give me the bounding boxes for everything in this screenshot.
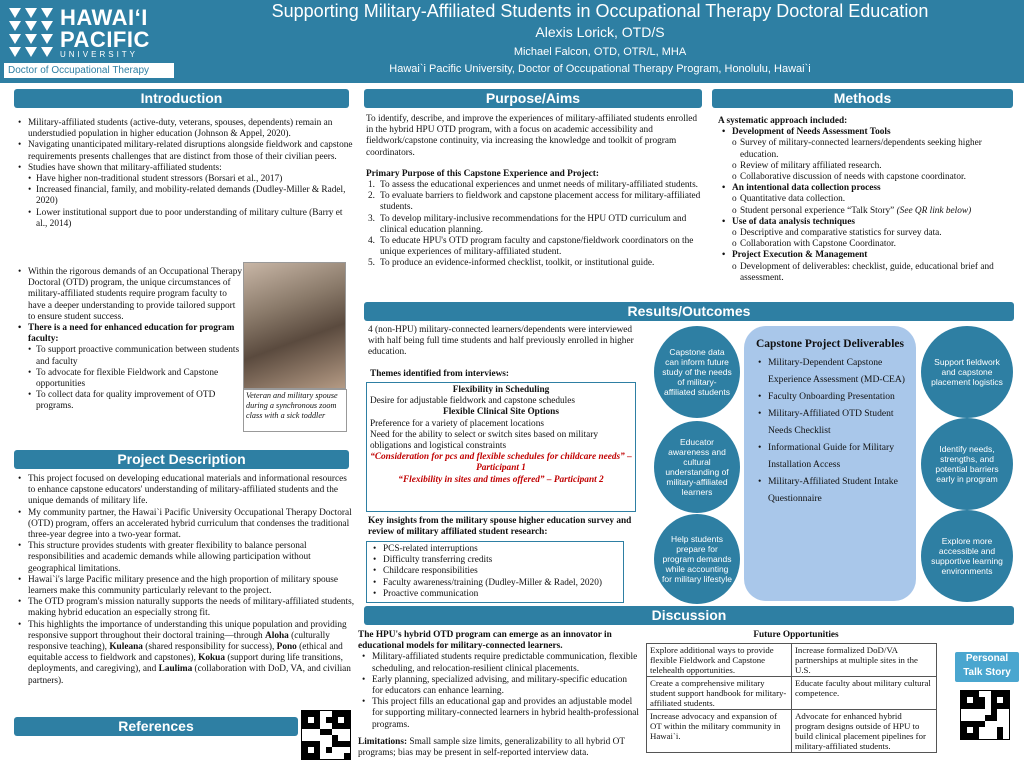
future-heading: Future Opportunities (753, 630, 839, 640)
list-item: • My community partner, the Hawai`i Pacific University Occupational Therapy Doctoral (OTD) program, offers an accelerated hybrid curriculum that condenses the traditional three-year degree into a two-year format. (14, 508, 356, 542)
list-item: • To collect data for quality improvement of OTD programs. (14, 390, 242, 412)
list-item: • Studies have shown that military-affiliated students: (14, 163, 356, 174)
quote-participant-1: “Consideration for pcs and flexible schedules for childcare needs” – Participant 1 (370, 452, 632, 474)
insight-item: • PCS-related interruptions (369, 544, 621, 555)
table-cell: Increase advocacy and expansion of OT within the military community in Hawai`i. (647, 710, 792, 753)
introduction-section (14, 118, 356, 230)
poster-affiliation: Hawai`i Pacific University, Doctor of Occupational Therapy Program, Honolulu, Hawai`i (389, 63, 811, 75)
references-heading: References (14, 717, 298, 736)
quote-participant-2: “Flexibility in sites and times offered” – Participant 2 (398, 474, 604, 485)
list-item: • This structure provides students with greater flexibility to balance personal responsibilities and academic demands while allowing participation without geographical limitations. (14, 541, 356, 575)
list-item: o Quantitative data collection. (718, 194, 1018, 205)
list-item: • An intentional data collection process (718, 183, 1018, 194)
list-item: • There is a need for enhanced education for program faculty: (14, 323, 242, 345)
theme-2-desc-2: Need for the ability to select or switch sites based on military obligations and logistical constraints (370, 429, 598, 452)
poster-author: Alexis Lorick, OTD/S (535, 24, 665, 40)
list-item: • Early planning, specialized advising, and military-specific education for educators can enhance learning. (358, 675, 640, 697)
list-item: • Military-affiliated students (active-duty, veterans, spouses, dependents) remain an understudied population in higher education (Johnson & Appel, 2020). (14, 118, 356, 140)
logo-text-program: Doctor of Occupational Therapy (4, 63, 174, 78)
list-item: • Lower institutional support due to poor understanding of military culture (Barry et al., 2014) (14, 208, 356, 230)
project-description-heading: Project Description (14, 450, 349, 469)
list-item: • Development of Needs Assessment Tools (718, 127, 1018, 138)
discussion-lead: The HPU's hybrid OTD program can emerge as an innovator in educational models for military-connected learners. (358, 630, 612, 652)
methods-heading: Methods (712, 89, 1013, 108)
logo-text-university: UNIVERSITY (60, 50, 139, 59)
insight-item: • Faculty awareness/training (Dudley-Miller & Radel, 2020) (369, 578, 621, 589)
results-heading: Results/Outcomes (364, 302, 1014, 321)
list-item: • Hawai`i's large Pacific military presence and the high proportion of military spouse learners make this community particularly relevant to the project. (14, 575, 356, 597)
future-opportunities-table (646, 643, 937, 753)
deliverables-heading: Capstone Project Deliverables (756, 338, 904, 350)
themes-heading: Themes identified from interviews: (370, 369, 509, 379)
project-description-section (14, 474, 356, 687)
outcome-circle-left-1: Capstone data can inform future study of the needs of military-affiliated students (654, 326, 740, 418)
list-item: • The OTD program's mission naturally supports the needs of military-affiliated students, making hybrid education an especially strong fit. (14, 597, 356, 619)
insight-item: • Proactive communication (369, 589, 621, 600)
list-item: • Navigating unanticipated military-related disruptions alongside fieldwork and capstone requirements presents challenges that are distinct from those of their civilian peers. (14, 140, 356, 162)
table-cell: Advocate for enhanced hybrid program designs outside of HPU to build clinical placement pipelines for military-affiliated students. (792, 710, 937, 753)
student-photo (243, 262, 346, 389)
purpose-item: 5. To produce an evidence-informed checklist, toolkit, or institutional guide. (368, 258, 655, 269)
table-cell: Educate faculty about military cultural competence. (792, 677, 937, 710)
list-item: • To support proactive communication between students and faculty (14, 345, 242, 367)
deliverables-panel (744, 326, 916, 601)
insight-item: • Difficulty transferring credits (369, 555, 621, 566)
deliverable-item: • Military-Affiliated OTD Student Needs Checklist (754, 405, 906, 439)
discussion-section (358, 630, 640, 759)
introduction-heading: Introduction (14, 89, 349, 108)
photo-caption: Veteran and military spouse during a synchronous zoom class with a sick toddler (243, 389, 347, 432)
list-item: o Descriptive and comparative statistics for survey data. (718, 228, 1018, 239)
list-item: o Collaboration with Capstone Coordinator. (718, 239, 1018, 250)
outcome-circle-right-2: Identify needs, strengths, and potential barriers early in program (921, 418, 1013, 510)
list-item: o Survey of military-connected learners/dependents seeking higher education. (718, 138, 1018, 160)
deliverable-item: • Informational Guide for Military Installation Access (754, 439, 906, 473)
list-item: • This project fills an educational gap and provides an adjustable model for supporting military-connected learners in hybrid health-professional programs. (358, 697, 640, 731)
logo-text-hawaii: HAWAI‘I (60, 5, 148, 30)
table-cell: Create a comprehensive military student support handbook for military-affiliated students. (647, 677, 792, 710)
purpose-item: 3. To develop military-inclusive recommendations for the HPU OTD curriculum and clinical education planning. (368, 213, 687, 235)
poster-title: Supporting Military-Affiliated Students in Occupational Therapy Doctoral Education (271, 1, 929, 21)
outcome-circle-left-3: Help students prepare for program demands while accounting for military lifestyle (654, 514, 740, 604)
purpose-item: 1. To assess the educational experiences and unmet needs of military-affiliated students. (368, 180, 699, 191)
outcome-circle-left-2: Educator awareness and cultural understanding of military-affiliated learners (654, 421, 740, 513)
theme-2-desc-1: Preference for a variety of placement locations (370, 418, 544, 429)
purpose-item: 4. To educate HPU's OTD program faculty and capstone/fieldwork coordinators on the unique experiences of military-affiliated student. (368, 236, 694, 258)
qr-code-icon (302, 711, 350, 759)
list-item: • Military-affiliated students require predictable communication, flexible scheduling, and relocation-resilient clinical placements. (358, 652, 640, 674)
table-cell: Increase formalized DoD/VA partnerships at multiple sites in the U.S. (792, 644, 937, 677)
references-qr-code[interactable] (301, 710, 351, 760)
outcome-circle-right-3: Explore more accessible and supportive learning environments (921, 510, 1013, 602)
purpose-section (366, 114, 704, 270)
themes-box (366, 382, 636, 512)
deliverables-list (754, 354, 906, 507)
theme-1-title: Flexibility in Scheduling (452, 385, 550, 395)
list-item: o Development of deliverables: checklist, guide, educational brief and assessment. (718, 262, 1018, 284)
qr-code-icon (961, 691, 1009, 739)
list-item: • Use of data analysis techniques (718, 217, 1018, 228)
limitations: Limitations: Small sample size limits, generalizability to all hybrid OT programs; bias may be present in self-reported interview data. (358, 736, 625, 759)
list-item: • Within the rigorous demands of an Occupational Therapy Doctoral (OTD) program, the unique circumstances of military-affiliated students require program faculty to have a deeper understanding to provide tailored support to ensure student success. (14, 267, 242, 323)
list-item: • Increased financial, family, and mobility-related demands (Dudley-Miller & Radel, 2020) (14, 185, 356, 207)
table-row (647, 644, 937, 677)
table-row (647, 677, 937, 710)
methods-lead: A systematic approach included: (718, 116, 848, 126)
poster-coauthor: Michael Falcon, OTD, OTR/L, MHA (513, 46, 687, 58)
list-item: o Collaborative discussion of needs with capstone coordinator. (718, 172, 1018, 183)
purpose-item: 2. To evaluate barriers to fieldwork and capstone placement access for military-affiliated students. (368, 191, 701, 213)
list-item: • This highlights the importance of understanding this unique population and providing responsive support throughout their doctoral training—through Aloha (culturally responsive teaching), Kuleana (shared responsibility for success), Pono (ethical and equitable access to fieldwork and capstones), Kokua (support during life transitions, deployments, and caregiving), and Laulima (collaboration with DoD, VA, and civilian partners). (14, 620, 356, 687)
talk-story-label[interactable]: Personal Talk Story (955, 652, 1019, 682)
purpose-subhead: Primary Purpose of this Capstone Experience and Project: (366, 168, 599, 179)
university-logo (4, 3, 172, 79)
logo-text-pacific: PACIFIC (60, 27, 150, 52)
purpose-intro: To identify, describe, and improve the experiences of military-affiliated students enrolled in the hybrid HPU OTD program, with a focus on academic accessibility and fieldwork/capstone continuity, via increasing the knowledge and toolkit of program coordinators. (366, 114, 698, 158)
insights-box (366, 541, 624, 603)
discussion-heading: Discussion (364, 606, 1014, 625)
table-cell: Explore additional ways to provide flexible Fieldwork and Capstone telehealth opportunities. (647, 644, 792, 677)
introduction-section-2 (14, 267, 242, 413)
insights-list (369, 544, 621, 600)
list-item: • To advocate for flexible Fieldwork and Capstone opportunities (14, 368, 242, 390)
theme-1-desc: Desire for adjustable fieldwork and capstone schedules (370, 396, 575, 407)
table-row (647, 710, 937, 753)
insights-heading: Key insights from the military spouse higher education survey and review of military affiliated student research: (368, 516, 632, 538)
list-item: o Review of military affiliated research. (718, 161, 1018, 172)
list-item: o Student personal experience “Talk Story” (See QR link below) (718, 206, 1018, 217)
insight-item: • Childcare responsibilities (369, 566, 621, 577)
methods-section (718, 116, 1018, 284)
outcome-circle-right-1: Support fieldwork and capstone placement logistics (921, 326, 1013, 418)
results-intro: 4 (non-HPU) military-connected learners/dependents were interviewed with half being full time students and half previously enrolled in higher education. (368, 325, 634, 358)
theme-2-title: Flexible Clinical Site Options (443, 407, 559, 418)
talk-story-qr-code[interactable] (960, 690, 1010, 740)
deliverable-item: • Faculty Onboarding Presentation (754, 388, 906, 405)
deliverable-item: • Military-Affiliated Student Intake Questionnaire (754, 473, 906, 507)
hpu-emblem-icon (6, 5, 56, 59)
list-item: • Project Execution & Management (718, 250, 1018, 261)
purpose-heading: Purpose/Aims (364, 89, 702, 108)
deliverable-item: • Military-Dependent Capstone Experience Assessment (MD-CEA) (754, 354, 906, 388)
list-item: • This project focused on developing educational materials and informational resources to enhance capstone educators' understanding of military-affiliated students and the unique demands of military life. (14, 474, 356, 508)
purpose-list (366, 180, 704, 270)
list-item: • Have higher non-traditional student stressors (Borsari et al., 2017) (14, 174, 356, 185)
